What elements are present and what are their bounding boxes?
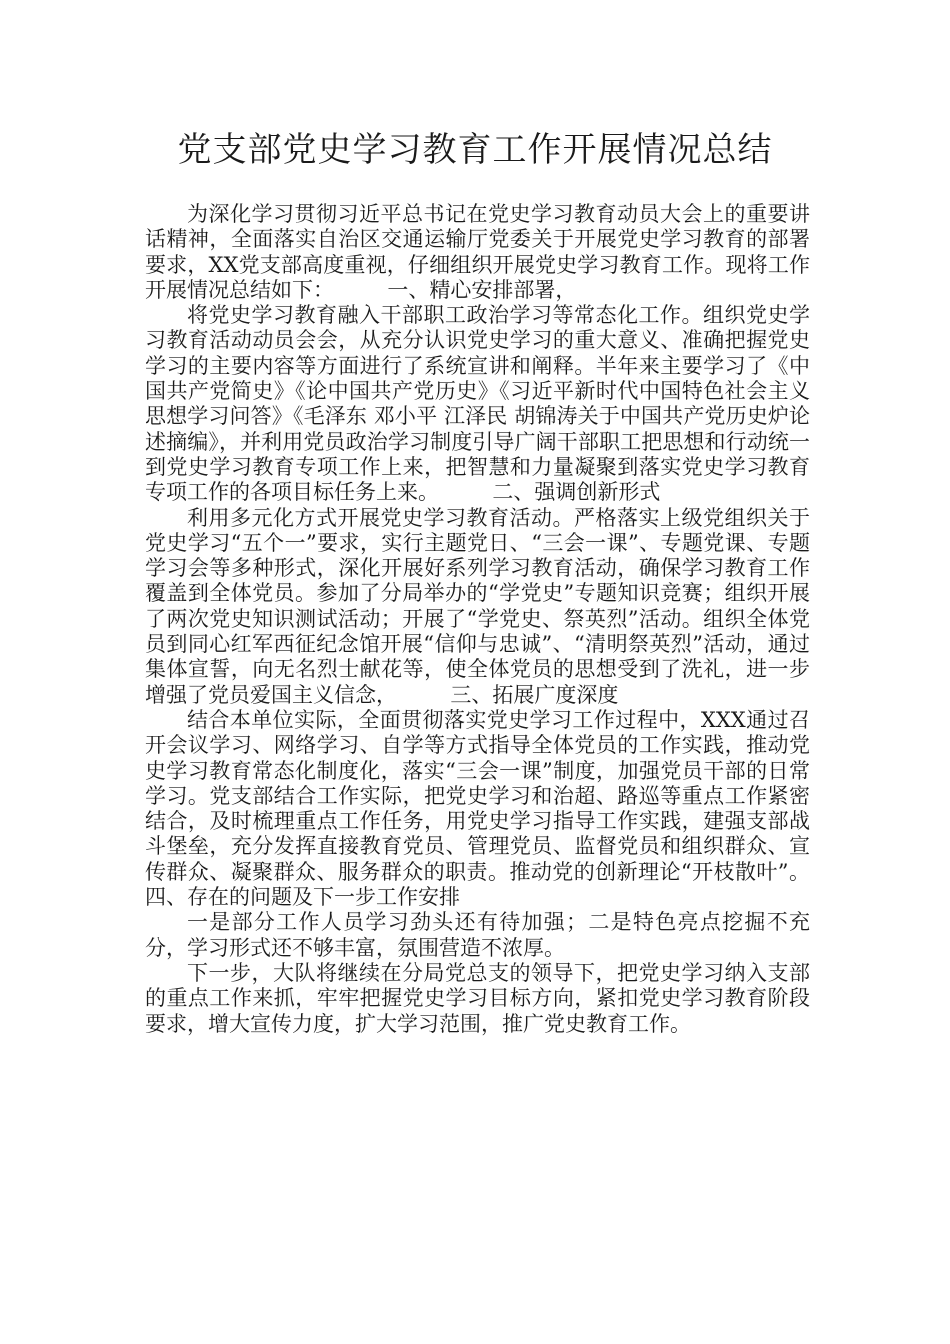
section-heading-3: 三、拓展广度深度 bbox=[450, 682, 619, 707]
document-title: 党支部党史学习教育工作开展情况总结 bbox=[177, 130, 773, 170]
paragraph-problems bbox=[145, 910, 810, 961]
paragraph-intro bbox=[145, 202, 810, 303]
paragraph-text: 利用多元化方式开展党史学习教育活动。严格落实上级党组织关于党史学习“五个一”要求，实行主题党日、“三会一课”、专题党课、专题学习会等多种形式，深化开展好系列学习教育活动，确保学习教育工作覆盖到全体党员。参加了分局举办的“学党史”专题知识竞赛；组织开展了两次党史知识测试活动；开展了“学党史、祭英烈”活动。组织全体党员到同心红军西征纪念馆开展“信仰与忠诚”、“清明祭英烈”活动，通过集体宣誓，向无名烈士献花等，使全体党员的思想受到了洗礼，进一步增强了党员爱国主义信念， bbox=[145, 505, 810, 707]
paragraph-section-2 bbox=[145, 506, 810, 708]
paragraph-text: 结合本单位实际，全面贯彻落实党史学习工作过程中，XXX通过召开会议学习、网络学习、自学等方式指导全体党员的工作实践，推动党史学习教育常态化制度化，落实“三会一课”制度，加强党员干部的日常学习。党支部结合工作实际，把党史学习和治超、路巡等重点工作紧密结合，及时梳理重点工作任务，用党史学习指导工作实践，建强支部战斗堡垒，充分发挥直接教育党员、管理党员、监督党员和组织群众、宣传群众、凝聚群众、服务群众的职责。推动党的创新理论“开枝散叶”。 bbox=[145, 707, 810, 884]
paragraph-text: 将党史学习教育融入干部职工政治学习等常态化工作。组织党史学习教育活动动员会会，从充分认识党史学习的重大意义、准确把握党史学习的主要内容等方面进行了系统宣讲和阐释。半年来主要学习了《中国共产党简史》《论中国共产党历史》《习近平新时代中国特色社会主义思想学习问答》《毛泽东 邓小平 江泽民 胡锦涛关于中国共产党历史炉论述摘编》，并利用党员政治学习制度引导广阔干部职工把思想和行动统一到党史学习教育专项工作上来，把智慧和力量凝聚到落实党史学习教育专项工作的各项目标任务上来。 bbox=[145, 303, 810, 505]
paragraph-text: 下一步，大队将继续在分局党总支的领导下，把党史学习纳入支部的重点工作来抓，牢牢把握党史学习目标方向，紧扣党史学习教育阶段要求，增大宣传力度，扩大学习范围，推广党史教育工作。 bbox=[145, 960, 810, 1036]
section-heading-4: 四、存在的问题及下一步工作安排 bbox=[145, 885, 460, 910]
section-heading-1: 一、精心安排部署， bbox=[387, 277, 577, 302]
document-body bbox=[145, 202, 810, 1037]
section-heading-2: 二、强调创新形式 bbox=[492, 480, 661, 505]
paragraph-text: 为深化学习贯彻习近平总书记在党史学习教育动员大会上的重要讲话精神，全面落实自治区交通运输厅党委关于开展党史学习教育的部署要求，XX党支部高度重视，仔细组织开展党史学习教育工作。现将工作开展情况总结如下： bbox=[145, 202, 810, 302]
paragraph-next-steps bbox=[145, 961, 810, 1037]
paragraph-text: 一是部分工作人员学习劲头还有待加强；二是特色亮点挖掘不充分，学习形式还不够丰富，氛围营造不浓厚。 bbox=[145, 910, 810, 960]
paragraph-section-1 bbox=[145, 303, 810, 505]
paragraph-section-3 bbox=[145, 708, 810, 910]
